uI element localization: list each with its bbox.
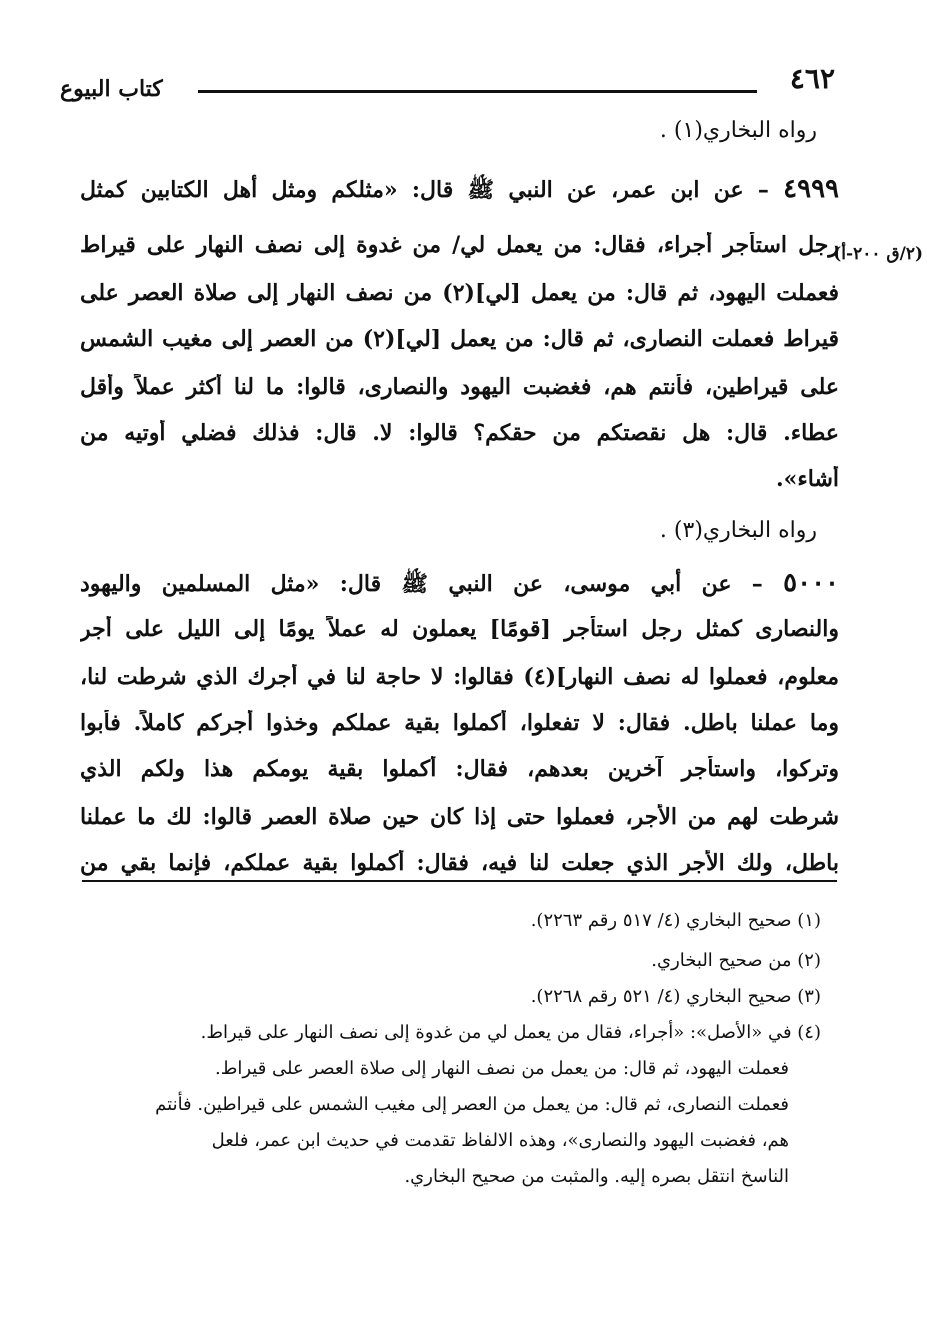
hadith-4999-line-6: عطاء. قال: هل نقصتكم من حقكم؟ قالوا: لا. قال: فذلك فضلي أوتيه من: [80, 420, 839, 446]
hadith-number: ٥٠٠٠: [783, 568, 839, 598]
hadith-5000-line-7: باطل، ولك الأجر الذي جعلت لنا فيه، فقال: أكملوا بقية عملكم، فإنما بقي من: [80, 850, 839, 876]
page-number: ٤٦٢: [789, 62, 835, 95]
header-rule: [198, 90, 757, 93]
hadith-5000-line-4: وما عملنا باطل. فقال: لا تفعلوا، أكملوا بقية عملكم وخذوا أجركم كاملاً. فأبوا: [80, 710, 839, 736]
footnote-3: (٣) صحيح البخاري (٤/ ٥٢١ رقم ٢٢٦٨).: [530, 986, 821, 1007]
hadith-4999-line-5: على قيراطين، فأنتم هم، فغضبت اليهود والنصارى، قالوا: ما لنا أكثر عملاً وأقل: [80, 374, 839, 400]
hadith-4999-line-1: [80, 174, 839, 208]
footnote-4-line-4: هم، فغضبت اليهود والنصارى»، وهذه الالفاظ تقدمت في حديث ابن عمر، فلعل: [211, 1130, 789, 1151]
footnote-4-line-2: فعملت اليهود، ثم قال: من يعمل من نصف النهار إلى صلاة العصر على قيراط.: [214, 1058, 789, 1079]
footnote-separator: [82, 880, 837, 882]
hadith-reference-1: رواه البخاري(١) .: [659, 118, 817, 143]
footnote-1: (١) صحيح البخاري (٤/ ٥١٧ رقم ٢٢٦٣).: [530, 910, 821, 931]
footnote-4-line-5: الناسخ انتقل بصره إليه. والمثبت من صحيح البخاري.: [404, 1166, 789, 1187]
footnote-2: (٢) من صحيح البخاري.: [651, 950, 821, 971]
hadith-4999-line-2: رجل استأجر أجراء، فقال: من يعمل لي/ من غدوة إلى نصف النهار على قيراط: [80, 232, 839, 258]
running-header: [60, 62, 835, 102]
hadith-4999-line-4: قيراط فعملت النصارى، ثم قال: من يعمل [لي](٢) من العصر إلى مغيب الشمس: [80, 326, 839, 352]
hadith-5000-line-6: شرطت لهم من الأجر، فعملوا حتى إذا كان حين صلاة العصر قالوا: لك ما عملنا: [80, 804, 839, 830]
hadith-number: ٤٩٩٩: [783, 174, 839, 204]
manuscript-folio-note: (٢/ق ٢٠٠-أ): [833, 244, 923, 264]
hadith-5000-line-3: معلوم، فعملوا له نصف النهار](٤) فقالوا: لا حاجة لنا في أجرك الذي شرطت لنا،: [80, 664, 839, 690]
hadith-5000-line-2: والنصارى كمثل رجل استأجر [قومًا] يعملون له عملاً يومًا إلى الليل على أجر: [80, 616, 839, 642]
hadith-5000-line-1: [80, 568, 839, 602]
hadith-5000-line-5: وتركوا، واستأجر آخرين بعدهم، فقال: أكملوا بقية يومكم هذا ولكم الذي: [80, 756, 839, 782]
footnote-4-line-1: (٤) في «الأصل»: «أجراء، فقال من يعمل لي من غدوة إلى نصف النهار على قيراط.: [200, 1022, 821, 1043]
hadith-4999-line-7: أشاء».: [775, 466, 839, 492]
hadith-text: – عن ابن عمر، عن النبي ﷺ قال: «مثلكم ومثل أهل الكتابين كمثل: [80, 177, 769, 203]
hadith-text: – عن أبي موسى، عن النبي ﷺ قال: «مثل المسلمين واليهود: [80, 571, 763, 597]
hadith-4999-line-3: فعملت اليهود، ثم قال: من يعمل [لي](٢) من نصف النهار إلى صلاة العصر على: [80, 280, 839, 306]
hadith-reference-3: رواه البخاري(٣) .: [659, 518, 817, 543]
book-title: كتاب البيوع: [60, 76, 163, 102]
footnote-4-line-3: فعملت النصارى، ثم قال: من يعمل من العصر إلى مغيب الشمس على قيراطين. فأنتم: [155, 1094, 789, 1115]
